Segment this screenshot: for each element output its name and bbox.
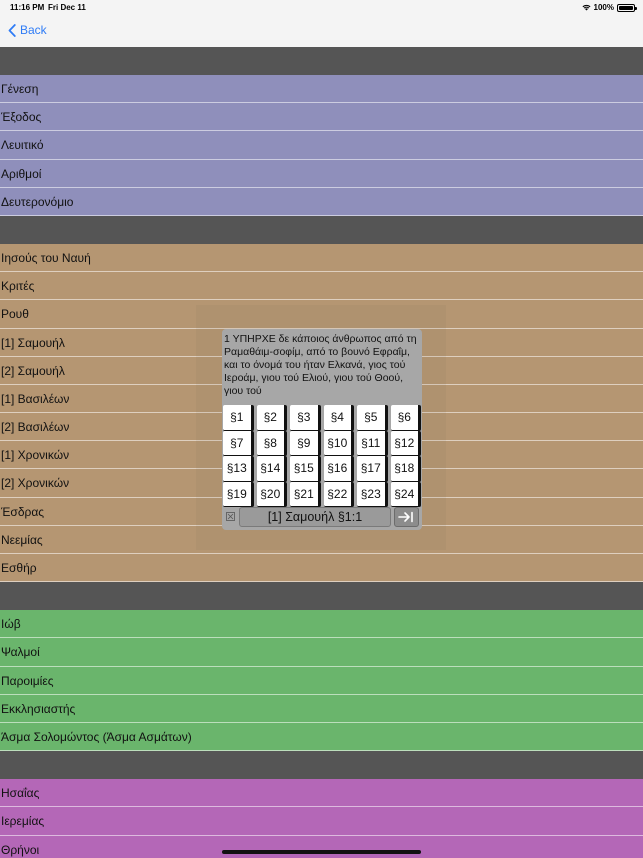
- verse-button[interactable]: §21: [290, 482, 321, 508]
- battery-icon: [617, 4, 635, 12]
- verse-button[interactable]: §6: [391, 405, 422, 431]
- book-row[interactable]: Εκκλησιαστής: [0, 695, 643, 723]
- book-row[interactable]: Εσθήρ: [0, 554, 643, 582]
- chevron-left-icon: [8, 24, 16, 37]
- verse-button[interactable]: §9: [290, 431, 321, 457]
- section-header: [0, 751, 643, 779]
- verse-button[interactable]: §2: [257, 405, 288, 431]
- book-row[interactable]: Ιερεμίας: [0, 807, 643, 835]
- verse-button[interactable]: §19: [223, 482, 254, 508]
- verse-button[interactable]: §14: [257, 456, 288, 482]
- back-label: Back: [20, 23, 47, 37]
- verse-button[interactable]: §22: [324, 482, 355, 508]
- section-header: [0, 216, 643, 244]
- book-row[interactable]: [1] Χρονικών: [0, 441, 643, 469]
- verse-button[interactable]: §7: [223, 431, 254, 457]
- verse-button[interactable]: §18: [391, 456, 422, 482]
- status-time: 11:16 PM: [10, 3, 45, 12]
- verse-button[interactable]: §3: [290, 405, 321, 431]
- arrow-to-bar-icon: [395, 511, 418, 523]
- verse-button[interactable]: §17: [357, 456, 388, 482]
- verse-button[interactable]: §12: [391, 431, 422, 457]
- book-row[interactable]: [2] Βασιλέων: [0, 413, 643, 441]
- section-header: [0, 582, 643, 610]
- verse-picker-popup: [222, 329, 422, 530]
- verse-button[interactable]: §20: [257, 482, 288, 508]
- status-bar: [0, 0, 643, 16]
- verse-grid: [222, 405, 422, 507]
- book-row[interactable]: Γένεση: [0, 75, 643, 103]
- book-row[interactable]: Θρήνοι: [0, 836, 643, 858]
- verse-button[interactable]: §8: [257, 431, 288, 457]
- status-right: [582, 3, 635, 12]
- book-row[interactable]: Ιησούς του Ναυή: [0, 244, 643, 272]
- book-row[interactable]: Άσμα Σολομώντος (Άσμα Ασμάτων): [0, 723, 643, 751]
- verse-button[interactable]: §16: [324, 456, 355, 482]
- verse-button[interactable]: §5: [357, 405, 388, 431]
- book-row[interactable]: Αριθμοί: [0, 160, 643, 188]
- verse-button[interactable]: §11: [357, 431, 388, 457]
- book-row[interactable]: Δευτερονόμιο: [0, 188, 643, 216]
- book-row[interactable]: [1] Σαμουήλ: [0, 329, 643, 357]
- book-row[interactable]: Ρουθ: [0, 300, 643, 328]
- verse-button[interactable]: §23: [357, 482, 388, 508]
- book-row[interactable]: [1] Βασιλέων: [0, 385, 643, 413]
- clear-icon[interactable]: [226, 512, 235, 521]
- book-row[interactable]: Ησαΐας: [0, 779, 643, 807]
- verse-button[interactable]: §13: [223, 456, 254, 482]
- wifi-icon: [582, 4, 591, 11]
- book-row[interactable]: Λευιτικό: [0, 131, 643, 159]
- book-row[interactable]: Έσδρας: [0, 498, 643, 526]
- book-row[interactable]: Ιώβ: [0, 610, 643, 638]
- book-row[interactable]: Κριτές: [0, 272, 643, 300]
- verse-button[interactable]: §1: [223, 405, 254, 431]
- back-button[interactable]: [8, 23, 47, 37]
- verse-preview-text: 1 ΥΠΗΡΧΕ δε κάποιος άνθρωπος από τη Ραμαθάιμ-σοφίμ, από το βουνό Εφραΐμ, και το όνομά του ήταν Ελκανά, γιος τού Ιεροάμ, γιου τού Ελιού, γιου τού Θοού, γιου τού: [224, 333, 417, 397]
- book-row[interactable]: [2] Σαμουήλ: [0, 357, 643, 385]
- reference-field[interactable]: [1] Σαμουήλ §1:1: [239, 507, 391, 527]
- book-row[interactable]: Νεεμίας: [0, 526, 643, 554]
- book-row[interactable]: Ψαλμοί: [0, 638, 643, 666]
- verse-button[interactable]: §4: [324, 405, 355, 431]
- book-row[interactable]: Παροιμίες: [0, 667, 643, 695]
- section-header: [0, 47, 643, 75]
- navigation-bar: [0, 16, 643, 47]
- verse-button[interactable]: §15: [290, 456, 321, 482]
- book-row[interactable]: Έξοδος: [0, 103, 643, 131]
- verse-button[interactable]: §10: [324, 431, 355, 457]
- battery-percent: 100%: [593, 3, 614, 12]
- status-date: Fri Dec 11: [48, 3, 86, 12]
- go-to-verse-button[interactable]: [394, 507, 419, 527]
- verse-button[interactable]: §24: [391, 482, 422, 508]
- home-indicator: [222, 850, 421, 854]
- popup-footer: [222, 506, 422, 528]
- book-row[interactable]: [2] Χρονικών: [0, 469, 643, 497]
